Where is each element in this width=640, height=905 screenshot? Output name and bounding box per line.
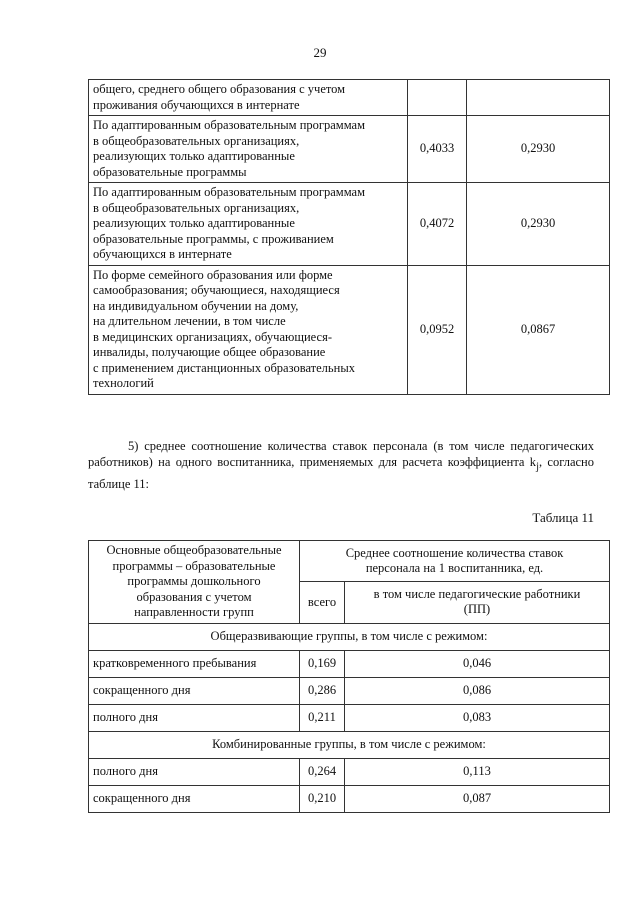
- row-ped: 0,046: [345, 650, 610, 677]
- header-all: всего: [300, 582, 345, 623]
- row-all: 0,210: [300, 785, 345, 812]
- row-value-2: 0,2930: [467, 183, 610, 266]
- table-row: [89, 650, 610, 677]
- row-ped: 0,113: [345, 758, 610, 785]
- table-row: [89, 704, 610, 731]
- row-name: сокращенного дня: [89, 785, 300, 812]
- table-row: [89, 265, 610, 394]
- row-name: полного дня: [89, 704, 300, 731]
- row-all: 0,211: [300, 704, 345, 731]
- group-row: [89, 731, 610, 758]
- row-description: По форме семейного образования или форме самообразования; обучающиеся, находящиеся на индивидуальном обучении на дому, на длительном лечении, в том числе в медицинских организациях, обучающиеся- инвалиды, получающие общее образование с применением дистанционных образовательных технологий: [89, 265, 408, 394]
- staff-ratio-table: [88, 540, 610, 813]
- table-row: [89, 785, 610, 812]
- row-all: 0,264: [300, 758, 345, 785]
- row-value-2: [467, 80, 610, 116]
- page-number: 29: [313, 45, 327, 60]
- coefficients-table-continued: [88, 79, 610, 395]
- row-ped: 0,086: [345, 677, 610, 704]
- table-row: [89, 183, 610, 266]
- group-title: Общеразвивающие группы, в том числе с режимом:: [89, 623, 610, 650]
- row-description: По адаптированным образовательным программам в общеобразовательных организациях, реализующих только адаптированные образовательные программы, с проживанием обучающихся в интернате: [89, 183, 408, 266]
- row-name: кратковременного пребывания: [89, 650, 300, 677]
- group-row: [89, 623, 610, 650]
- row-value-1: 0,0952: [408, 265, 467, 394]
- header-average-ratio: Среднее соотношение количества ставок персонала на 1 воспитанника, ед.: [300, 541, 610, 582]
- row-all: 0,286: [300, 677, 345, 704]
- row-value-2: 0,0867: [467, 265, 610, 394]
- table-caption: Таблица 11: [532, 510, 594, 525]
- row-description: общего, среднего общего образования с учетом проживания обучающихся в интернате: [89, 80, 408, 116]
- paragraph-text-end: , согласно таблице 11:: [88, 455, 594, 491]
- row-name: полного дня: [89, 758, 300, 785]
- row-name: сокращенного дня: [89, 677, 300, 704]
- header-pedagogical: в том числе педагогические работники (ПП): [345, 582, 610, 623]
- header-programs: Основные общеобразовательные программы – образовательные программы дошкольного образования с учетом направленности групп: [89, 541, 300, 624]
- table-header-row: [89, 541, 610, 582]
- row-description: По адаптированным образовательным программам в общеобразовательных организациях, реализующих только адаптированные образовательные программы: [89, 116, 408, 183]
- table-row: [89, 116, 610, 183]
- row-value-2: 0,2930: [467, 116, 610, 183]
- paragraph-5: [88, 438, 594, 492]
- table-row: [89, 758, 610, 785]
- row-all: 0,169: [300, 650, 345, 677]
- table-row: [89, 677, 610, 704]
- paragraph-text: 5) среднее соотношение количества ставок персонала (в том числе педагогических работников) на одного воспитанника, применяемых для расчета коэффициента k: [88, 439, 594, 469]
- table-row: [89, 80, 610, 116]
- row-value-1: 0,4033: [408, 116, 467, 183]
- group-title: Комбинированные группы, в том числе с режимом:: [89, 731, 610, 758]
- row-value-1: [408, 80, 467, 116]
- paragraph-subscript: j: [536, 461, 539, 473]
- row-value-1: 0,4072: [408, 183, 467, 266]
- row-ped: 0,087: [345, 785, 610, 812]
- row-ped: 0,083: [345, 704, 610, 731]
